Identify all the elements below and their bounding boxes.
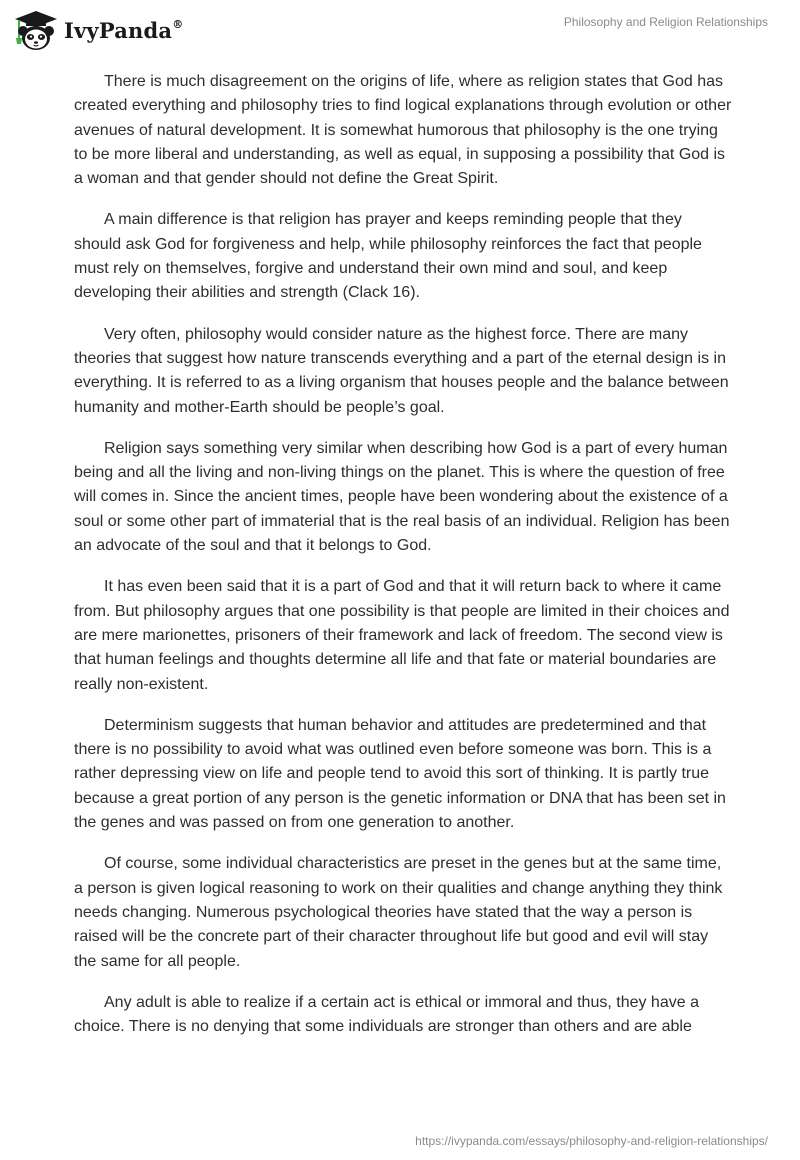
paragraph: Any adult is able to realize if a certain act is ethical or immoral and thus, they have a choice. There is no denying that some individuals are stronger than others and are able [74,993,699,1036]
paragraph: Of course, some individual characteristics are preset in the genes but at the same time, a person is given logical reasoning to work on their qualities and change anything they think needs changing. Numerous psychological theories have stated that the way a person is raised will be the concrete part of their character throughout life but good and evil will stay the same for all people. [74,855,723,970]
brand-name[interactable] [64,18,183,43]
essay-body [74,70,732,1056]
document-title: Philosophy and Religion Relationships [563,15,768,29]
paragraph: It has even been said that it is a part of God and that it will return back to where it came from. But philosophy argues that one possibility is that people are limited in their choices and are mere marionettes, prisoners of their framework and lack of freedom. The second view is that human feelings and thoughts determine all life and that fate or material boundaries are really non-existent. [74,578,730,693]
brand-text: IvyPanda [64,18,173,43]
source-url[interactable]: https://ivypanda.com/essays/philosophy-and-religion-relationships/ [415,1134,768,1148]
panda-graduate-icon[interactable] [14,10,58,52]
paragraph: Determinism suggests that human behavior and attitudes are predetermined and that there is no possibility to avoid what was outlined even before someone was born. This is a rather depressing view on life and people tend to avoid this sort of thinking. It is partly true because a great portion of any person is the genetic information or DNA that has been set in the genes and was passed on from one generation to another. [74,716,726,832]
paragraph: Very often, philosophy would consider nature as the highest force. There are many theories that suggest how nature transcends everything and a part of the eternal design is in everything. It is referred to as a living organism that houses people and the balance between humanity and mother-Earth should be people’s goal. [74,325,729,416]
paragraph: Religion says something very similar when describing how God is a part of every human being and all the living and non-living things on the planet. This is where the question of free will comes in. Since the ancient times, people have been wondering about the existence of a soul or some other part of immaterial that is the real basis of an individual. Religion has been an advocate of the soul and that it belongs to God. [74,439,730,555]
paragraph: There is much disagreement on the origins of life, where as religion states that God has created everything and philosophy tries to find logical explanations through evolution or other avenues of natural development. It is somewhat humorous that philosophy is the one trying to be more liberal and understanding, as well as equal, in supposing a possibility that God is a woman and that gender should not define the Great Spirit. [74,73,732,188]
page-header [0,0,800,64]
paragraph: A main difference is that religion has prayer and keeps reminding people that they should ask God for forgiveness and help, while philosophy reinforces the fact that people must rely on themselves, forgive and understand their own mind and soul, and keep developing their abilities and strength (Clack 16). [74,211,702,302]
registered-mark: ® [172,18,184,31]
